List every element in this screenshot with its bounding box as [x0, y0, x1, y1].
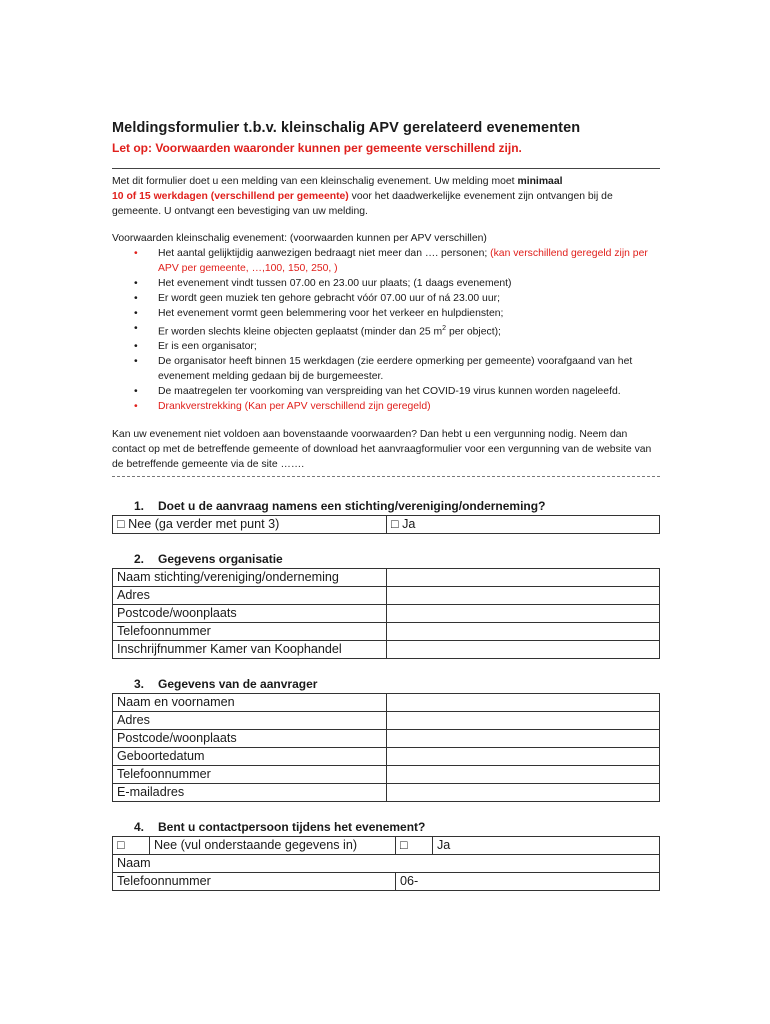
section-2-table [112, 568, 660, 659]
table-row [113, 516, 660, 534]
section-4-heading: 4. Bent u contactpersoon tijdens het evenement? [134, 820, 426, 835]
field-input[interactable] [387, 712, 660, 730]
field-label: Telefoonnummer [113, 766, 387, 784]
field-label: Geboortedatum [113, 748, 387, 766]
list-item: • De organisator heeft binnen 15 werkdagen (zie eerdere opmerking per gemeente) voorafgaand van het evenement melding gedaan bij de burgemeester. [134, 356, 633, 383]
list-item: • Drankverstrekking (Kan per APV verschillend zijn geregeld) [134, 401, 431, 413]
field-label: Postcode/woonplaats [113, 730, 387, 748]
table-row [113, 605, 660, 623]
bullet-icon: • [134, 323, 138, 334]
field-label: Inschrijfnummer Kamer van Koophandel [113, 641, 387, 659]
section-1-heading: 1. Doet u de aanvraag namens een stichting/vereniging/onderneming? [134, 499, 546, 514]
list-item: • Er worden slechts kleine objecten geplaatst (minder dan 25 $m^2$ per object); [134, 323, 501, 338]
field-input[interactable] [387, 641, 660, 659]
table-row [113, 623, 660, 641]
table-row [113, 587, 660, 605]
closing-paragraph: Kan uw evenement niet voldoen aan bovenstaande voorwaarden? Dan hebt u een vergunning nodig. Neem dan contact op met de betreffende gemeente of download het aanvraagformulier voor een vergunning van de website van de betreffende gemeente via de site ……. [112, 429, 652, 471]
conditions-heading: Voorwaarden kleinschalig evenement: (voorwaarden kunnen per APV verschillen) [112, 233, 487, 244]
field-input[interactable] [387, 748, 660, 766]
option-no-checkbox[interactable]: □ Nee (ga verder met punt 3) [113, 516, 387, 534]
table-row [113, 837, 660, 855]
list-item: • Er is een organisator; [134, 341, 257, 353]
field-input[interactable] [387, 694, 660, 712]
table-row [113, 855, 660, 873]
field-label: Naam en voornamen [113, 694, 387, 712]
field-input[interactable] [387, 730, 660, 748]
field-label: Adres [113, 712, 387, 730]
bullet-icon: • [134, 356, 138, 368]
field-label: Telefoonnummer [113, 623, 387, 641]
option-yes-checkbox[interactable]: □ Ja [387, 516, 660, 534]
option-yes-label: Ja [433, 837, 660, 855]
checkbox-yes[interactable]: □ [396, 837, 433, 855]
section-3-heading: 3. Gegevens van de aanvrager [134, 677, 318, 692]
field-label: Postcode/woonplaats [113, 605, 387, 623]
table-row [113, 873, 660, 891]
list-item: • De maatregelen ter voorkoming van verspreiding van het COVID-19 virus kunnen worden nageleefd. [134, 386, 621, 398]
table-row [113, 569, 660, 587]
conditions-list [112, 246, 660, 414]
name-field[interactable]: Naam [113, 855, 660, 873]
divider [112, 168, 660, 169]
dashed-divider [112, 476, 660, 477]
section-4-table [112, 836, 660, 891]
bullet-icon: • [134, 308, 138, 319]
bullet-icon: • [134, 341, 138, 353]
bullet-icon: • [134, 386, 138, 398]
form-page [112, 120, 660, 891]
field-label: Telefoonnummer [113, 873, 396, 891]
section-2-heading: 2. Gegevens organisatie [134, 552, 283, 567]
field-input[interactable] [387, 605, 660, 623]
field-input[interactable] [387, 569, 660, 587]
list-item: • Het aantal gelijktijdig aanwezigen bedraagt niet meer dan …. personen; (kan verschillend geregeld zijn per APV per gemeente, …,100, 150, 250, ) [134, 248, 648, 274]
page-title: Meldingsformulier t.b.v. kleinschalig APV gerelateerd evenementen [112, 120, 581, 136]
field-input[interactable] [387, 784, 660, 802]
field-label: E-mailadres [113, 784, 387, 802]
table-row [113, 712, 660, 730]
table-row [113, 641, 660, 659]
intro-paragraph: Met dit formulier doet u een melding van een kleinschalig evenement. Uw melding moet minimaal 10 of 15 werkdagen (verschillend per gemeente) voor het daadwerkelijke evenement zijn ontvangen bij de gemeente. U ontvangt een bevestiging van uw melding. [112, 176, 613, 217]
table-row [113, 694, 660, 712]
list-item: • Het evenement vormt geen belemmering voor het verkeer en hulpdiensten; [134, 308, 504, 319]
list-item: • Er wordt geen muziek ten gehore gebracht vóór 07.00 uur of ná 23.00 uur; [134, 293, 500, 304]
option-no-label: Nee (vul onderstaande gegevens in) [150, 837, 396, 855]
table-row [113, 766, 660, 784]
table-row [113, 748, 660, 766]
field-input[interactable] [387, 766, 660, 784]
page-subtitle: Let op: Voorwaarden waaronder kunnen per gemeente verschillend zijn. [112, 141, 522, 155]
table-row [113, 784, 660, 802]
section-3-table [112, 693, 660, 802]
phone-input[interactable]: 06- [396, 873, 660, 891]
list-item: • Het evenement vindt tussen 07.00 en 23.00 uur plaats; (1 daags evenement) [134, 278, 512, 289]
bullet-icon: • [134, 278, 138, 289]
field-input[interactable] [387, 623, 660, 641]
bullet-icon: • [134, 248, 138, 259]
table-row [113, 730, 660, 748]
bullet-icon: • [134, 401, 138, 413]
field-label: Adres [113, 587, 387, 605]
checkbox-no[interactable]: □ [113, 837, 150, 855]
field-input[interactable] [387, 587, 660, 605]
bullet-icon: • [134, 293, 138, 304]
field-label: Naam stichting/vereniging/onderneming [113, 569, 387, 587]
section-1-table [112, 515, 660, 534]
